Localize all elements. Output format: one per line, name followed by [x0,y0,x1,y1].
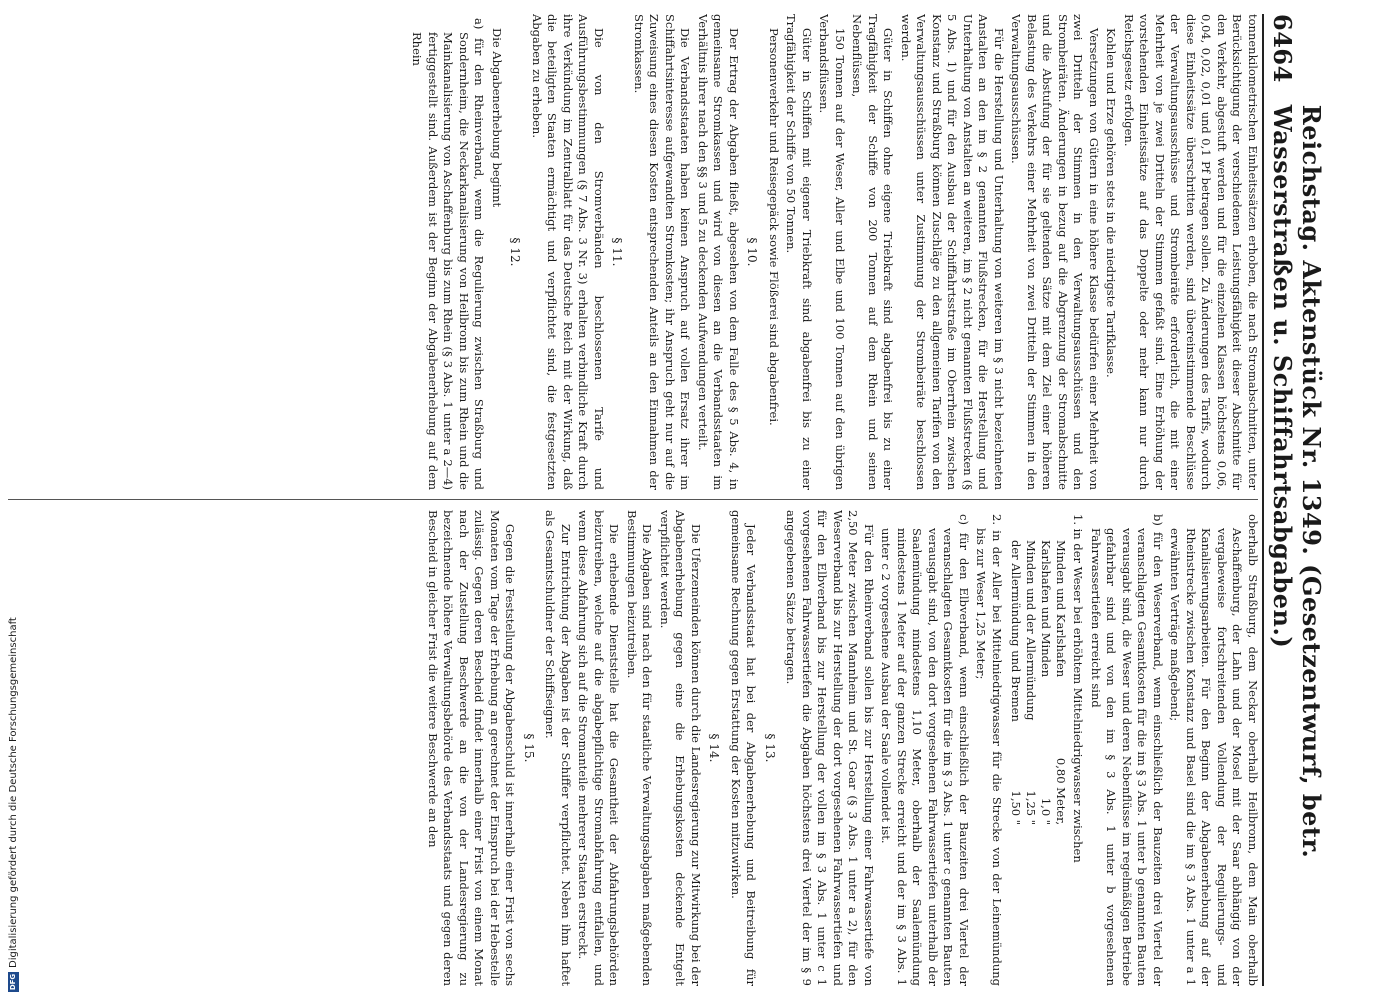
paragraph: Die von den Stromverbänden beschlossenen Tarife und Ausführungsbestimmungen (§ 7 Abs. 3 Nr. 3) erhalten verbindliche Kraft durch ihre Verkündung im Zentralblatt für das Deutsche Reich mit der Wirkung, daß die beteiligten Staaten ermächtigt und verpflichtet sind, die festgesetzten Abgaben zu erheben. [530,14,606,490]
table-cell: 1,0 " [1039,797,1053,826]
page-number: 6464 [1268,14,1297,83]
table-row [1053,540,1068,831]
table-row [1038,540,1053,831]
paragraph: Der Ertrag der Abgaben fließt, abgesehen von dem Falle des § 5 Abs. 4, in gemeinsame Stromkassen und wird von diesen an die Verbandsstaaten im Verhältnis ihrer nach den §§ 3 und 5 zu deckenden Aufwendungen verteilt. [696,14,741,490]
section-heading: § 13. [763,733,777,763]
paragraph: Für den Rheinverband sollen bis zur Herstellung einer Fahrwassertiefe von 2,50 Meter zwischen Mannheim und St. Goar (§ 3 Abs. 1 unter a 2), für den Weserverband bis zur Herstellung der dort vorgesehenen Fahrwassertiefen und für den Elbverband bis zur Herstellung der vollen im § 3 Abs. 1 unter c 1 vorgesehenen Fahrwassertiefen die Abgaben höchstens drei Viertel der im § 9 angegebenen Sätze betragen. [784,510,876,986]
paragraph: Kohlen und Erze gehören stets in die niedrigste Tarifklasse. [1104,28,1119,378]
table-cell: 1,25 " [1024,790,1038,826]
page-title: Reichstag. Aktenstück Nr. 1349. (Gesetzentwurf, betr. Wasserstraßen u. Schiffahrtsabgaben.) [1268,104,1326,859]
section-heading: § 11. [610,237,625,267]
table-cell: der Allermündung und Bremen [1009,540,1023,722]
table-cell: 1,50 " [1009,790,1023,826]
column-divider [8,499,1258,500]
paragraph: tonnenkilometrischen Einheitssätzen erhoben, die nach Stromabschnitten, unter Berücksichtigung der verschiedenen Leistungsfähigkeit dieser Abschnitte für den Verkehr, abgestuft werden und für die einzelnen Klassen höchstens 0,06, 0,04, 0,02, 0,01 und 0,1 Pf betragen sollen. Zu Änderungen des Tarifs, wodurch diese Einheitssätze überschritten werden, sind übereinstimmende Beschlüsse der Verwaltungsausschüsse und Strombeiräte erforderlich, die mit einer Mehrheit von je zwei Dritteln der Stimmen gefaßt sind. Eine Erhöhung der vorstehenden Einheitssätze auf das Doppelte oder mehr kann nur durch Reichsgesetz erfolgen. [1122,14,1260,490]
section-heading: § 14. [707,733,722,763]
paragraph: Zur Entrichtung der Abgaben ist der Schiffer verpflichtet. Neben ihm haftet als Gesamtschuldner der Schiffseigner. [543,510,573,986]
paragraph: Güter in Schiffen mit eigener Triebkraft sind abgabenfrei bis zu einer Tragfähigkeit der Schiffe von 50 Tonnen. [784,14,814,490]
table-cell: Minden und der Allermündung [1024,540,1038,721]
page-header [1262,14,1326,986]
digitization-footer [6,12,20,992]
section-heading: § 12. [508,237,523,267]
paragraph: Die Abgabenerhebung beginnt [490,28,504,208]
list-item: 1. in der Weser bei erhöhtem Mittelniedrigwasser zwischen [1071,514,1086,863]
table-cell: 0,80 Meter, [1054,757,1068,826]
paragraph: Jeder Verbandsstaat hat bei der Abgabenerhebung und Beitreibung für gemeinsame Rechnung gegen Erstattung der Kosten mitzuwirken. [729,510,759,986]
depth-table [1008,540,1068,831]
table-cell: Minden und Karlshafen [1054,540,1068,678]
section-heading: § 15. [522,733,536,763]
table-row [1008,540,1023,831]
paragraph: Für die Herstellung und Unterhaltung von weiteren im § 3 nicht bezeichneten Anstalten an den im § 2 genannten Flußstrecken, für die Herstellung und Unterhaltung von Anstalten an weiteren, im § 2 nicht genannten Flußstrecken (§ 5 Abs. 1) und für den Ausbau der Schiffahrtsstraße im Oberrhein zwischen Konstanz und Straßburg können Zuschläge zu den allgemeinen Tarifen von den Verwaltungsausschüssen unter Zustimmung der Strombeiräte beschlossen werden. [899,14,1006,490]
paragraph: Die Uferzemeinden können durch die Landesregierung zur Mitwirkung bei der Abgabenerhebung gegen eine die Erhebungskosten deckende Entgelt verpflichtet werden. [658,510,703,986]
list-item: 2. in der Aller bei Mittelniedrigwasser für die Strecke von der Leinemündung bis zur Weser 1,25 Meter; [974,514,1004,986]
paragraph: Die erhebende Dienststelle hat die Gesamtheit der Abfahrungsbehörden beizutreiben, welche auf die abgabepflichtige Stromabfahrung entfallen, und wenn diese Abfahrung sich auf die Stromanteile mehrerer Staaten erstreckt. [576,510,622,986]
list-item: a) für den Rheinverband, wenn die Regulierung zwischen Straßburg und Sondernheim, die Neckarkanalisierung von Heilbronn bis zum Rhein und die Mainkanalisierung von Aschaffenburg bis zum Rhein (§ 3 Abs. 1 unter a 2—4) fertiggestellt sind. Außerdem ist der Beginn der Abgabenerhebung auf dem Rhein [410,18,487,490]
paragraph: Gegen die Feststellung der Abgabenschuld ist innerhalb einer Frist von sechs Monaten vom Tage der Erhebung an gerechnet der Einspruch bei der Hebestelle zulässig. Gegen deren Bescheid findet innerhalb einer Frist von einem Monat nach der Zustellung Beschwerde an die von der Landesregierung zu bezeichnende höhere Verwaltungsbehörde des Verbandsstaats und gegen deren Bescheid in gleicher Frist die weitere Beschwerde an den [426,510,518,986]
paragraph: Personenverkehr und Reisegepäck sowie Flößerei sind abgabenfrei. [767,28,781,426]
paragraph: oberhalb Straßburg, dem Neckar oberhalb Heilbronn, dem Main oberhalb Aschaffenburg, der Lahn und der Mosel mit der Saar abhängig von der vergabeweise fortschreitenden Vollendung der Regulierungs- und Kanalisierungsarbeiten. Für den Beginn der Abgabenerhebung auf der Rheinstrecke zwischen Konstanz und Basel sind die im § 3 Abs. 1 unter a 1 erwähnten Verträge maßgebend; [1168,514,1260,986]
paragraph: Güter in Schiffen ohne eigene Triebkraft sind abgabenfrei bis zu einer Tragfähigkeit der Schiffe von 200 Tonnen auf dem Rhein und seinen Nebenflüssen, [850,14,896,490]
paragraph: Versetzungen von Gütern in eine höhere Klasse bedürfen einer Mehrheit von zwei Dritteln der Stimmen in den Verwaltungsausschüssen und den Strombeiräten. Änderungen in bezug auf die Abgrenzung der Stromabschnitte und die Abstufung der für sie geltenden Sätze mit dem Ziel einer höheren Belastung des Verkehrs einer Mehrheit von zwei Dritteln der Stimmen in den Verwaltungsausschüssen. [1009,14,1101,490]
left-column [6,14,1260,490]
paragraph: Die Abgaben sind nach den für staatliche Verwaltungsabgaben maßgebenden Bestimmungen beizutreiben. [625,510,655,986]
dfg-logo: DFG [8,973,17,991]
paragraph: Die Verbandsstaaten haben keinen Anspruch auf vollen Ersatz ihrer im Schiffahrtsinteresse aufgewandten Stromkosten; ihr Anspruch geht nur auf die Zuweisung eines diesen Kosten entsprechenden Anteils an den Einnahmen der Stromkassen. [632,14,693,490]
footer-text: Digitalisierung gefördert durch die Deutsche Forschungsgemeinschaft [7,617,19,968]
right-column [6,510,1260,986]
table-row [1023,540,1038,831]
section-heading: § 10. [745,237,760,267]
list-item: c) für den Elbverband, wenn einschließlich der Bauzeiten drei Viertel der veranschlagten Gesamtkosten für die im § 3 Abs. 1 unter c genannten Bauten verausgabt sind, von den dort vorgesehenen Fahrwassertiefen unterhalb der Saalemündung mindestens 1,10 Meter, oberhalb der Saalemündung mindestens 1 Meter auf der ganzen Strecke erreicht und der im § 3 Abs. 1 unter c 2 vorgesehene Ausbau der Saale vollendet ist. [879,514,971,986]
table-cell: Karlshafen und Minden [1039,540,1053,678]
list-item: b) für den Weserverband, wenn einschließlich der Bauzeiten drei Viertel der veranschlagten Gesamtkosten für die im § 3 Abs. 1 unter b genannten Bauten verausgabt sind, die Weser und deren Nebenflüsse im regelmäßigen Betriebe gefahrbar sind und von den im § 3 Abs. 1 unter b vorgesehenen Fahrwassertiefen erreicht sind [1089,514,1165,986]
paragraph: 150 Tonnen auf der Weser, Aller und Elbe und 100 Tonnen auf den übrigen Verbandsflüssen. [817,14,847,490]
